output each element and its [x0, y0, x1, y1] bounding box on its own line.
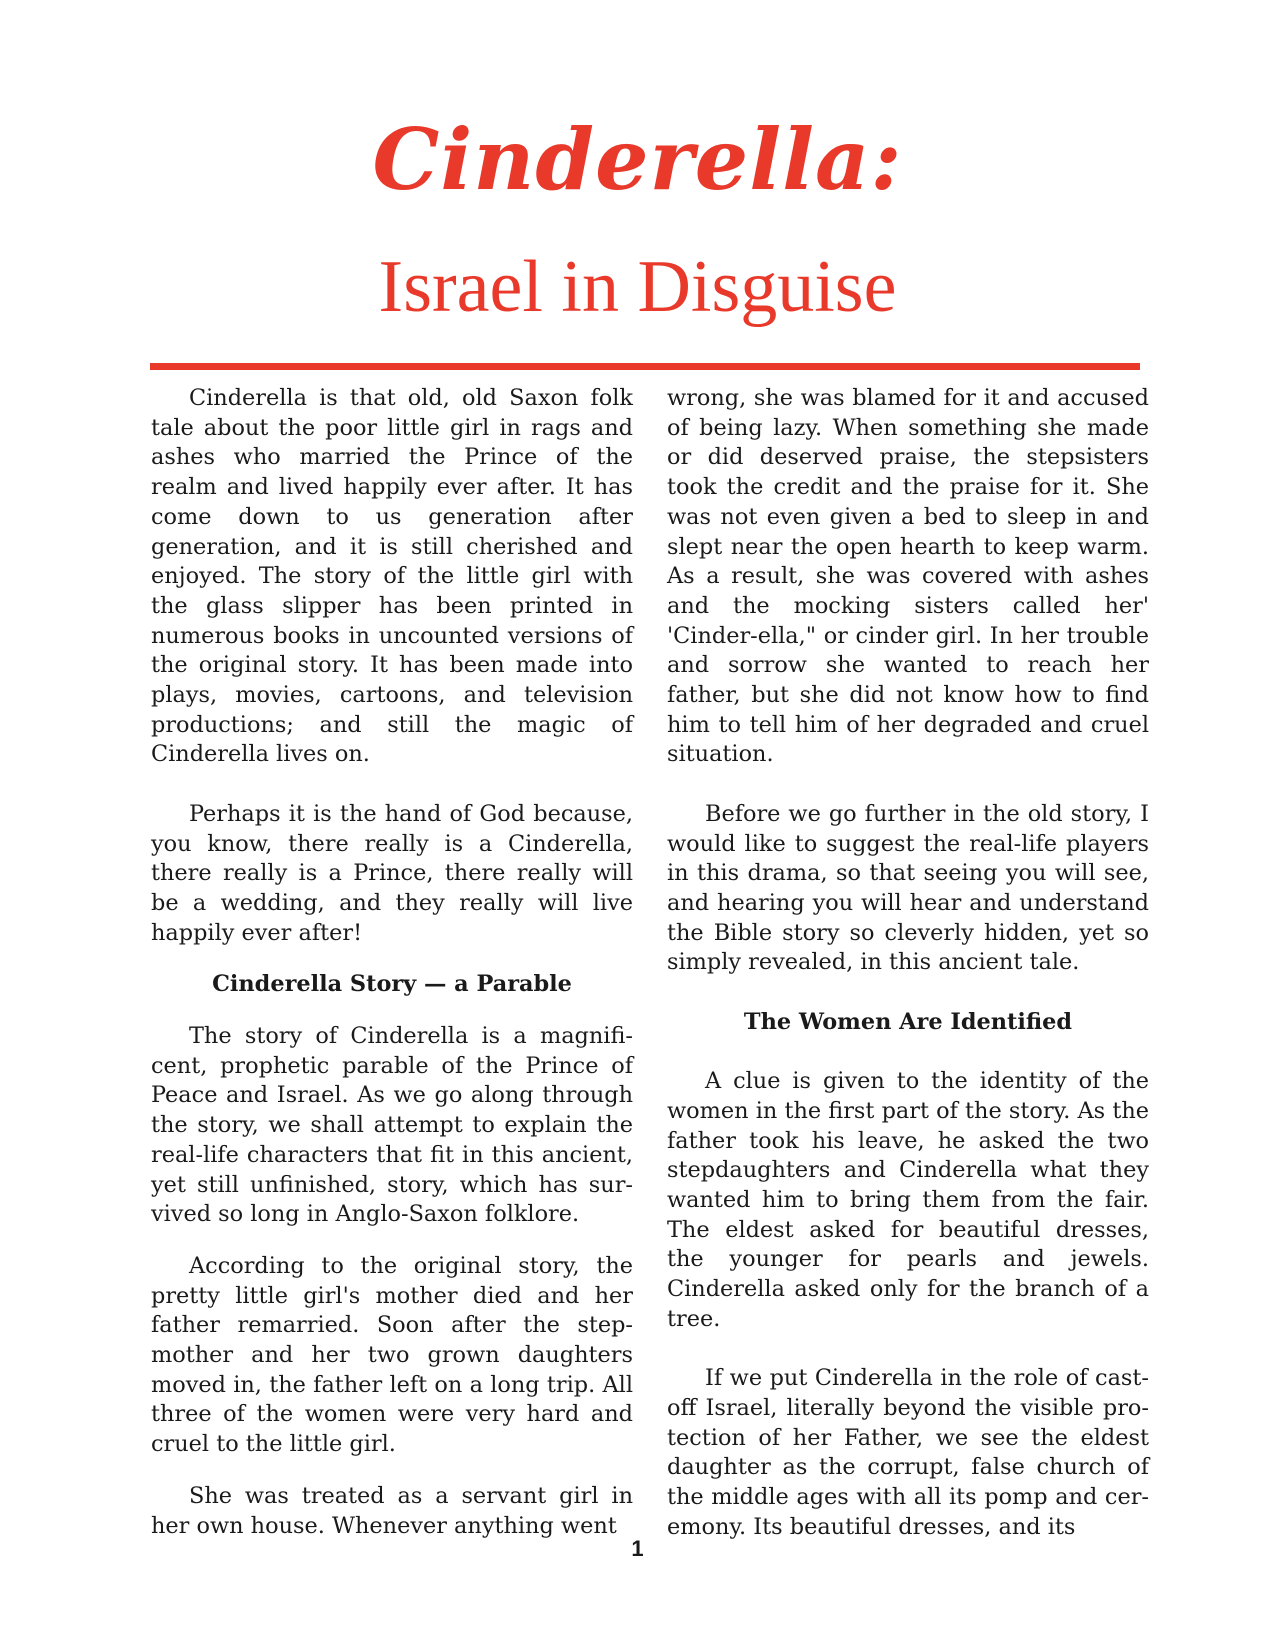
page-subtitle: Israel in Disguise [378, 246, 897, 328]
page-title: Cinderella: [372, 110, 903, 209]
left-column [151, 384, 633, 1541]
paragraph: According to the original story, the pretty little girl's mother died and her father remarried. Soon after the stepmother and her two grown daughters moved in, the father left on a long trip. All three of the women were very hard and cruel to the little girl. [151, 1252, 633, 1458]
paragraph: wrong, she was blamed for it and accused of being lazy. When something she made or did deserved praise, the stepsisters took the credit and the praise for it. She was not even given a bed to sleep in and slept near the open hearth to keep warm. As a result, she was covered with ashes and the mocking sisters called her' 'Cinder-ella," or cinder girl. In her trouble and sorrow she wanted to reach her father, but she did not know how to find him to tell him of her degraded and cruel situation. [667, 385, 1149, 768]
page-number: 1 [631, 1536, 644, 1561]
paragraph: The story of Cinderella is a magnificent, prophetic parable of the Prince of Peace and Israel. As we go along through the story, we shall attempt to explain the real-life characters that fit in this ancient, yet still unfinished, story, which has survived so long in Anglo-Saxon folklore. [151, 1023, 633, 1228]
section-heading: The Women Are Identified [743, 1008, 1073, 1035]
paragraph: Cinderella is that old, old Saxon folk tale about the poor little girl in rags and ashes who married the Prince of the realm and lived happily ever after. It has come down to us generation after generation, and it is still cherished and enjoyed. The story of the little girl with the glass slipper has been printed in numerous books in uncounted versions of the original story. It has been made into plays, movies, cartoons, and television productions; and still the magic of Cinderella lives on. [151, 385, 633, 768]
paragraph: She was treated as a servant girl in her own house. Whenever anything went [151, 1482, 633, 1539]
paragraph: Perhaps it is the hand of God because, you know, there really is a Cinderella, there really is a Prince, there really will be a wedding, and they really will live happily ever after! [151, 800, 633, 946]
paragraph: A clue is given to the identity of the women in the first part of the story. As the father took his leave, he asked the two stepdaughters and Cinderella what they wanted him to bring them from the fair. The eldest asked for beautiful dresses, the younger for pearls and jewels. Cinderella asked only for the branch of a tree. [667, 1068, 1149, 1332]
right-column [667, 384, 1149, 1542]
section-heading: Cinderella Story — a Parable [212, 971, 572, 998]
paragraph: Before we go further in the old story, I would like to suggest the real-life players in this drama, so that seeing you will see, and hearing you will hear and understand the Bible story so cleverly hidden, yet so simply revealed, in this ancient tale. [667, 800, 1149, 976]
title-divider [150, 363, 1140, 370]
paragraph: If we put Cinderella in the role of castoff Israel, literally beyond the visible protection of her Father, we see the eldest daughter as the corrupt, false church of the middle ages with all its pomp and ceremony. Its beautiful dresses, and its [667, 1365, 1149, 1540]
